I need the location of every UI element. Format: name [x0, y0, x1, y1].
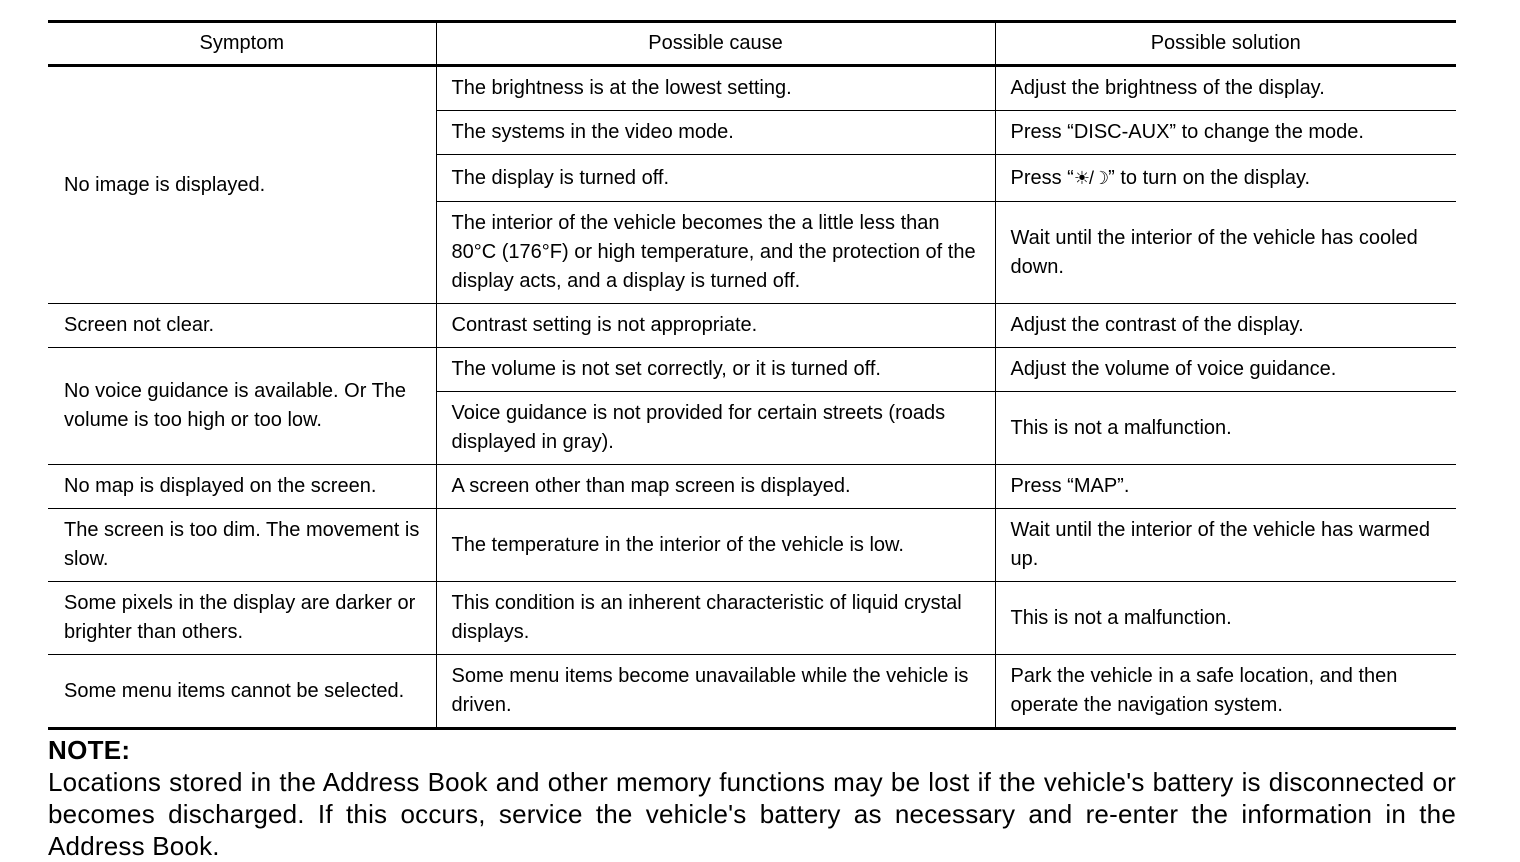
header-symptom: Symptom — [48, 22, 436, 66]
table-row — [48, 465, 1456, 509]
symptom-cell: No voice guidance is available. Or The volume is too high or too low. — [48, 348, 436, 465]
note-body: Locations stored in the Address Book and other memory functions may be lost if the vehicle's battery is disconnected or becomes discharged. If this occurs, service the vehicle's battery as necessary and re-enter the information in the Address Book. — [48, 767, 1456, 861]
table-header-row — [48, 22, 1456, 66]
solution-cell: Press “DISC-AUX” to change the mode. — [995, 111, 1456, 155]
cause-cell: Contrast setting is not appropriate. — [436, 304, 995, 348]
cause-cell: The display is turned off. — [436, 155, 995, 202]
cause-cell: The brightness is at the lowest setting. — [436, 66, 995, 111]
symptom-cell: Some menu items cannot be selected. — [48, 655, 436, 729]
cause-cell: Some menu items become unavailable while the vehicle is driven. — [436, 655, 995, 729]
solution-cell: This is not a malfunction. — [995, 582, 1456, 655]
header-possible-solution: Possible solution — [995, 22, 1456, 66]
cause-cell: Voice guidance is not provided for certain streets (roads displayed in gray). — [436, 392, 995, 465]
cause-cell: The volume is not set correctly, or it is turned off. — [436, 348, 995, 392]
solution-cell — [995, 155, 1456, 202]
cause-cell: A screen other than map screen is displayed. — [436, 465, 995, 509]
solution-cell: Adjust the brightness of the display. — [995, 66, 1456, 111]
symptom-cell: No map is displayed on the screen. — [48, 465, 436, 509]
table-row — [48, 582, 1456, 655]
solution-cell: Adjust the volume of voice guidance. — [995, 348, 1456, 392]
symptom-cell: Some pixels in the display are darker or brighter than others. — [48, 582, 436, 655]
sun-moon-icon: ☀/☽ — [1073, 167, 1109, 188]
table-row — [48, 655, 1456, 729]
table-row — [48, 66, 1456, 111]
cause-cell: The temperature in the interior of the vehicle is low. — [436, 509, 995, 582]
solution-text-before: Press “ — [1010, 166, 1074, 189]
symptom-cell: Screen not clear. — [48, 304, 436, 348]
solution-text-after: ” to turn on the display. — [1108, 166, 1311, 189]
symptom-cell: No image is displayed. — [48, 66, 436, 304]
solution-cell: Wait until the interior of the vehicle has warmed up. — [995, 509, 1456, 582]
cause-cell: The interior of the vehicle becomes the a little less than 80°C (176°F) or high temperature, and the protection of the display acts, and a display is turned off. — [436, 202, 995, 304]
cause-cell: The systems in the video mode. — [436, 111, 995, 155]
table-row — [48, 509, 1456, 582]
header-possible-cause: Possible cause — [436, 22, 995, 66]
table-row — [48, 348, 1456, 392]
solution-cell: Adjust the contrast of the display. — [995, 304, 1456, 348]
table-row — [48, 304, 1456, 348]
cause-cell: This condition is an inherent characteristic of liquid crystal displays. — [436, 582, 995, 655]
document-page — [48, 20, 1456, 862]
solution-cell: Press “MAP”. — [995, 465, 1456, 509]
symptom-cell: The screen is too dim. The movement is slow. — [48, 509, 436, 582]
troubleshooting-table — [48, 20, 1456, 730]
solution-cell: This is not a malfunction. — [995, 392, 1456, 465]
solution-cell: Park the vehicle in a safe location, and then operate the navigation system. — [995, 655, 1456, 729]
solution-cell: Wait until the interior of the vehicle has cooled down. — [995, 202, 1456, 304]
note-heading: NOTE: — [48, 735, 131, 765]
